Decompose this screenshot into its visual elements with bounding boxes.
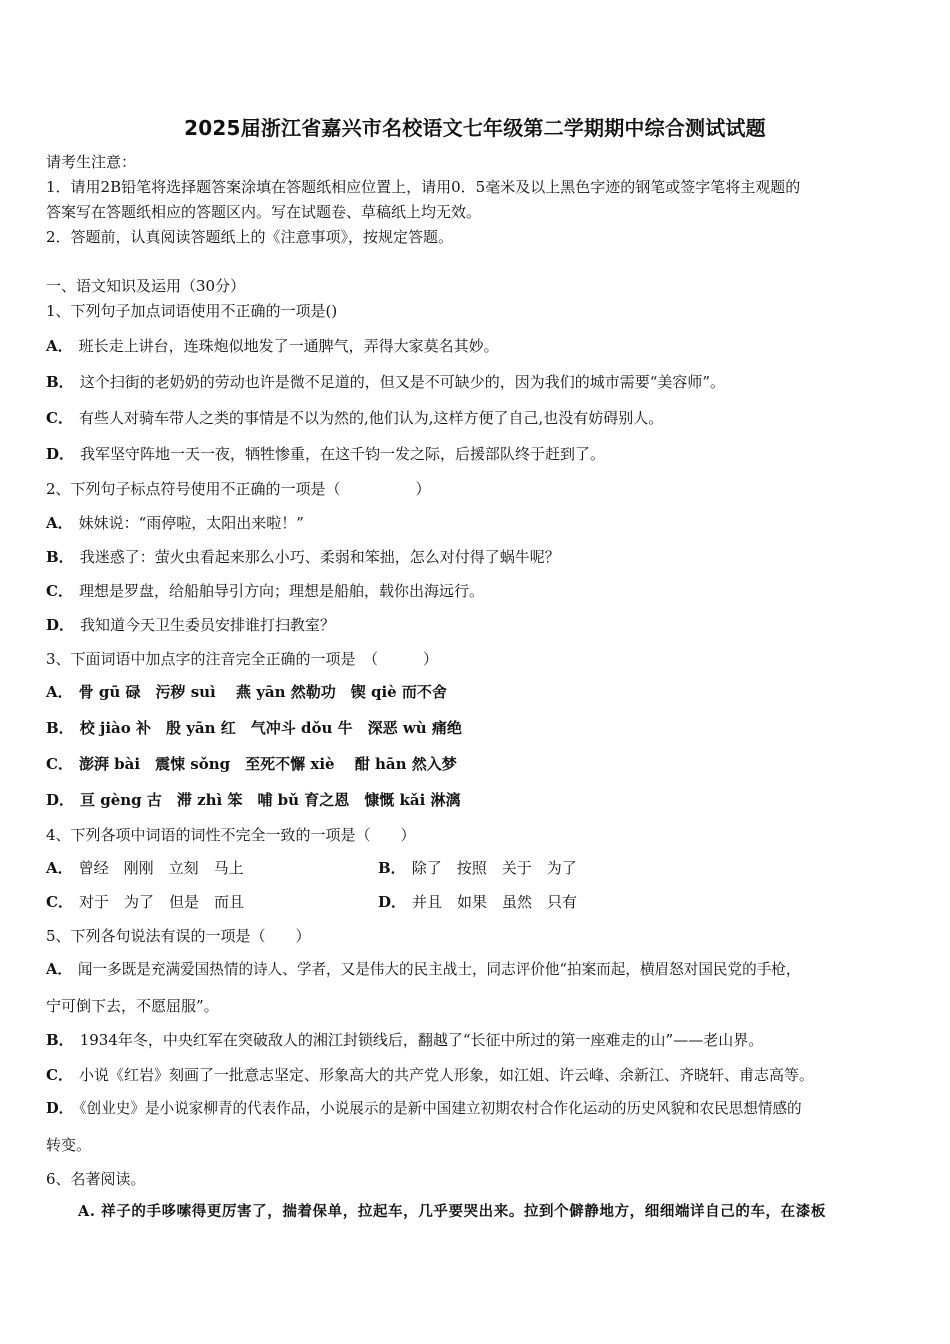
question-5-option-d [46, 1099, 802, 1119]
document-title: 2025届浙江省嘉兴市名校语文七年级第二学期期中综合测试试题 [184, 116, 766, 140]
question-2-option-b [46, 547, 560, 567]
option-label: D． [46, 445, 75, 463]
question-1-option-c [46, 408, 663, 428]
question-5-option-b [46, 1030, 763, 1050]
question-1-stem: 1、下列句子加点词语使用不正确的一项是() [46, 302, 338, 320]
notice-line-1a: 1．请用2B铅笔将选择题答案涂填在答题纸相应位置上，请用0．5毫米及以上黑色字迹的钢笔或签字笔将主观题的 [46, 178, 801, 196]
question-1-option-d [46, 444, 605, 464]
section-heading: 一、语文知识及运用（30分） [46, 277, 246, 295]
option-label: D． [378, 893, 407, 911]
option-text: 《创业史》是小说家柳青的代表作品，小说展示的是新中国建立初期农村合作化运动的历史风貌和农民思想情感的 [79, 1100, 802, 1117]
question-3-option-c [46, 754, 457, 774]
option-text: 并且 如果 虽然 只有 [412, 893, 578, 911]
question-3-stem: 3、下面词语中加点字的注音完全正确的一项是 （ ） [46, 650, 439, 668]
question-4-option-a [46, 858, 244, 878]
question-3-option-d [46, 790, 461, 810]
question-4-option-b [378, 858, 577, 878]
option-text: 我迷惑了：萤火虫看起来那么小巧、柔弱和笨拙，怎么对付得了蜗牛呢？ [79, 548, 560, 566]
question-4-stem: 4、下列各项中词语的词性不完全一致的一项是（ ） [46, 826, 416, 844]
question-5-stem: 5、下列各句说法有误的一项是（ ） [46, 927, 311, 945]
option-label: A． [46, 859, 73, 877]
question-1-option-b [46, 372, 725, 392]
question-3-option-b [46, 718, 462, 738]
option-label: C． [46, 755, 73, 773]
notice-heading: 请考生注意： [46, 153, 137, 171]
option-label: B． [46, 1031, 74, 1049]
option-label: D． [46, 1100, 74, 1117]
option-text: 除了 按照 关于 为了 [411, 859, 577, 877]
option-text: 有些人对骑车带人之类的事情是不以为然的,他们认为,这样方便了自己,也没有妨碍别人。 [78, 409, 664, 427]
option-label: A． [46, 683, 73, 701]
option-text: 1934年冬，中央红军在突破敌人的湘江封锁线后，翻越了“长征中所过的第一座难走的山”——老山界。 [79, 1031, 764, 1049]
option-text: 校 jiào 补 殷 yān 红 气冲斗 dǒu 牛 深恶 wù 痛绝 [79, 719, 462, 737]
option-text: 亘 gèng 古 滞 zhì 笨 哺 bǔ 育之恩 慷慨 kǎi 淋漓 [80, 791, 461, 809]
option-label: C． [46, 1066, 73, 1084]
option-label: C． [46, 582, 73, 600]
option-label: D． [46, 616, 75, 634]
question-2-stem: 2、下列句子标点符号使用不正确的一项是（ ） [46, 480, 431, 498]
option-label: A． [46, 337, 73, 355]
question-2-option-c [46, 581, 484, 601]
option-label: A． [46, 514, 73, 532]
option-text: 我军坚守阵地一天一夜，牺牲惨重，在这千钧一发之际，后援部队终于赶到了。 [80, 445, 606, 463]
notice-line-2: 2．答题前，认真阅读答题纸上的《注意事项》，按规定答题。 [46, 228, 454, 246]
question-5-option-a-cont: 宁可倒下去，不愿屈服”。 [46, 997, 219, 1015]
option-label: B． [46, 548, 74, 566]
notice-line-1b: 答案写在答题纸相应的答题区内。写在试题卷、草稿纸上均无效。 [46, 203, 482, 221]
option-label: C． [46, 893, 73, 911]
option-text: 闻一多既是充满爱国热情的诗人、学者，又是伟大的民主战士，同志评价他“拍案而起，横眉怒对国民党的手枪， [77, 961, 801, 978]
option-text: 这个扫街的老奶奶的劳动也许是微不足道的，但又是不可缺少的，因为我们的城市需要“美容师”。 [79, 373, 726, 391]
option-text: 骨 gū 碌 污秽 suì 燕 yān 然勒功 锲 qiè 而不舍 [78, 683, 447, 701]
question-4-option-d [378, 892, 577, 912]
option-text: 班长走上讲台，连珠炮似地发了一通脾气，弄得大家莫名其妙。 [78, 337, 499, 355]
question-6-stem: 6、名著阅读。 [46, 1170, 146, 1188]
option-label: B． [46, 373, 74, 391]
question-6-passage: A. 祥子的手哆嗦得更厉害了，揣着保单，拉起车，几乎要哭出来。拉到个僻静地方，细细端详自己的车，在漆板 [78, 1203, 826, 1220]
option-text: 妹妹说：“雨停啦，太阳出来啦！” [78, 514, 304, 532]
question-5-option-a [46, 960, 800, 980]
option-label: A． [46, 961, 72, 978]
option-text: 对于 为了 但是 而且 [78, 893, 244, 911]
question-4-option-c [46, 892, 244, 912]
question-5-option-c [46, 1065, 814, 1085]
option-label: D． [46, 791, 75, 809]
question-1-option-a [46, 336, 499, 356]
option-label: B． [46, 719, 74, 737]
option-text: 曾经 刚刚 立刻 马上 [78, 859, 244, 877]
option-text: 我知道今天卫生委员安排谁打扫教室？ [80, 616, 336, 634]
question-3-option-a [46, 682, 447, 702]
option-label: B． [378, 859, 406, 877]
question-2-option-a [46, 513, 304, 533]
option-text: 澎湃 bài 震悚 sǒng 至死不懈 xiè 酣 hān 然入梦 [78, 755, 457, 773]
option-text: 小说《红岩》刻画了一批意志坚定、形象高大的共产党人形象，如江姐、许云峰、余新江、齐晓轩、甫志高等。 [78, 1066, 814, 1084]
option-label: C． [46, 409, 73, 427]
question-2-option-d [46, 615, 335, 635]
question-5-option-d-cont: 转变。 [46, 1136, 92, 1154]
option-text: 理想是罗盘，给船舶导引方向；理想是船舶，载你出海远行。 [78, 582, 484, 600]
